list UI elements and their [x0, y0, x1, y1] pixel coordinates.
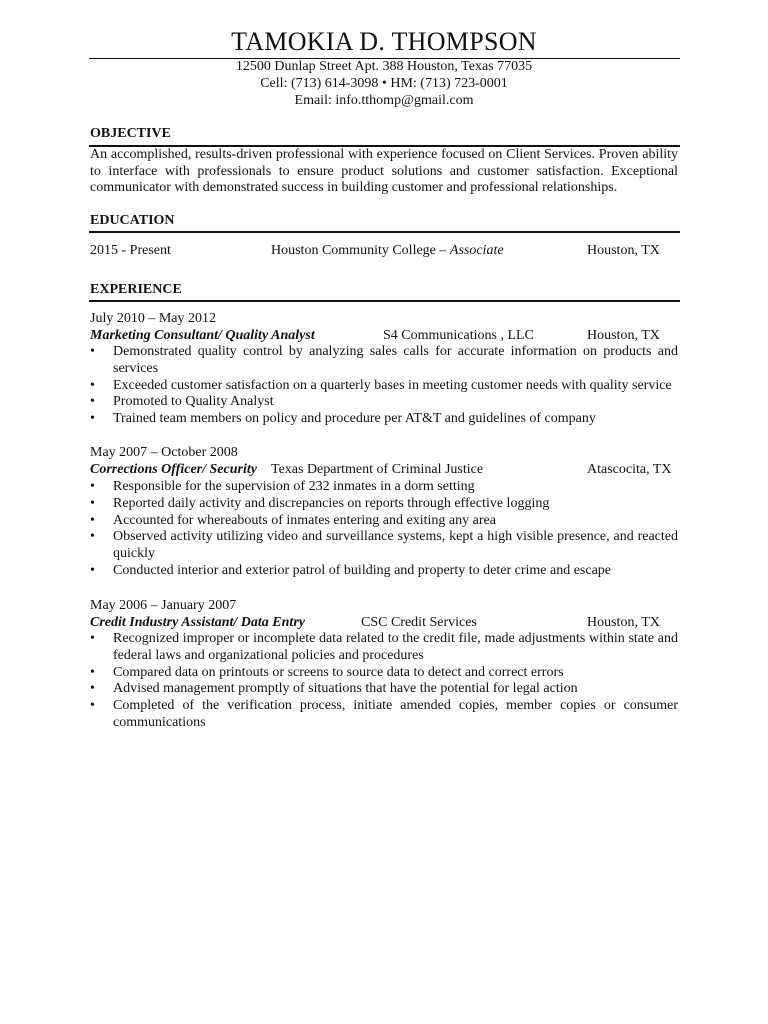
bullet-icon: • — [90, 495, 95, 511]
bullet-text: Responsible for the supervision of 232 inmates in a dorm setting — [113, 479, 475, 494]
job-dates: May 2006 – January 2007 — [90, 598, 237, 613]
bullet-icon: • — [90, 512, 95, 528]
bullet-icon: • — [90, 377, 95, 393]
bullet-icon: • — [90, 698, 95, 714]
list-item — [90, 631, 678, 665]
job-role: Marketing Consultant/ Quality Analyst — [90, 328, 315, 343]
address-line: 12500 Dunlap Street Apt. 388 Houston, Texas 77035 — [235, 59, 533, 74]
education-degree: Associate — [449, 243, 504, 258]
job-location: Houston, TX — [587, 615, 660, 630]
bullet-text: Conducted interior and exterior patrol of building and property to deter crime and escape — [113, 562, 611, 578]
bullet-text: Compared data on printouts or screens to source data to detect and correct errors — [113, 664, 564, 680]
candidate-name: TAMOKIA D. THOMPSON — [231, 27, 537, 56]
bullet-text: Accounted for whereabouts of inmates entering and exiting any area — [113, 512, 496, 528]
job-bullet-list — [90, 344, 678, 428]
bullet-text: Recognized improper or incomplete data related to the credit file, made adjustments within state and federal laws and organizational policies and procedures — [113, 631, 678, 663]
bullet-icon: • — [90, 681, 95, 697]
education-school — [271, 242, 504, 259]
bullet-text: Reported daily activity and discrepancies on reports through effective logging — [113, 495, 550, 511]
list-item — [90, 529, 678, 563]
education-heading: EDUCATION — [90, 213, 175, 228]
email-line: Email: info.tthomp@gmail.com — [294, 93, 474, 108]
list-item — [90, 698, 678, 732]
bullet-icon: • — [90, 344, 95, 359]
job-dates: July 2010 – May 2012 — [90, 311, 216, 326]
bullet-icon: • — [90, 631, 95, 646]
bullet-text: Completed of the verification process, initiate amended copies, member copies or consumer communications — [113, 698, 678, 730]
bullet-icon: • — [90, 529, 95, 545]
list-item — [90, 344, 678, 378]
list-item — [90, 378, 678, 395]
bullet-icon: • — [90, 562, 95, 578]
job-location: Houston, TX — [587, 328, 660, 343]
phone-line: Cell: (713) 614-3098 • HM: (713) 723-0001 — [260, 76, 508, 91]
experience-divider — [89, 300, 680, 302]
bullet-text: Demonstrated quality control by analyzing sales calls for accurate information on products and services — [113, 344, 678, 376]
job-role: Corrections Officer/ Security — [90, 462, 257, 477]
bullet-icon: • — [90, 664, 95, 680]
bullet-icon: • — [90, 479, 95, 494]
bullet-icon: • — [90, 411, 95, 427]
list-item — [90, 681, 678, 698]
job-company: CSC Credit Services — [361, 615, 477, 630]
bullet-icon: • — [90, 394, 95, 410]
bullet-text: Trained team members on policy and procedure per AT&T and guidelines of company — [113, 411, 596, 427]
education-divider — [89, 231, 680, 233]
job-company: Texas Department of Criminal Justice — [271, 462, 484, 477]
list-item — [90, 513, 678, 530]
bullet-text: Exceeded customer satisfaction on a quarterly bases in meeting customer needs with quality service — [113, 377, 672, 393]
education-location: Houston, TX — [587, 243, 660, 258]
job-location: Atascocita, TX — [587, 462, 672, 477]
list-item — [90, 563, 678, 580]
list-item — [90, 665, 678, 682]
objective-text: An accomplished, results-driven professional with experience focused on Client Services. Proven ability to interface with professionals to ensure product solutions and customer satisfaction. Exceptional communicator with demonstrated success in building customer and professional relationships. — [90, 147, 678, 195]
list-item — [90, 411, 678, 428]
list-item — [90, 479, 678, 496]
job-role: Credit Industry Assistant/ Data Entry — [90, 615, 305, 630]
education-school-name: Houston Community College – — [271, 243, 450, 258]
bullet-text: Promoted to Quality Analyst — [113, 394, 274, 410]
bullet-text: Observed activity utilizing video and surveillance systems, kept a high visible presence, and reacted quickly — [113, 529, 678, 562]
experience-heading: EXPERIENCE — [90, 282, 182, 297]
bullet-text: Advised management promptly of situations that have the potential for legal action — [113, 681, 578, 697]
job-company: S4 Communications , LLC — [383, 328, 534, 343]
list-item — [90, 394, 678, 411]
job-bullet-list — [90, 631, 678, 732]
education-dates: 2015 - Present — [90, 243, 171, 258]
job-bullet-list — [90, 479, 678, 580]
list-item — [90, 496, 678, 513]
job-dates: May 2007 – October 2008 — [90, 445, 238, 460]
objective-heading: OBJECTIVE — [90, 126, 171, 141]
